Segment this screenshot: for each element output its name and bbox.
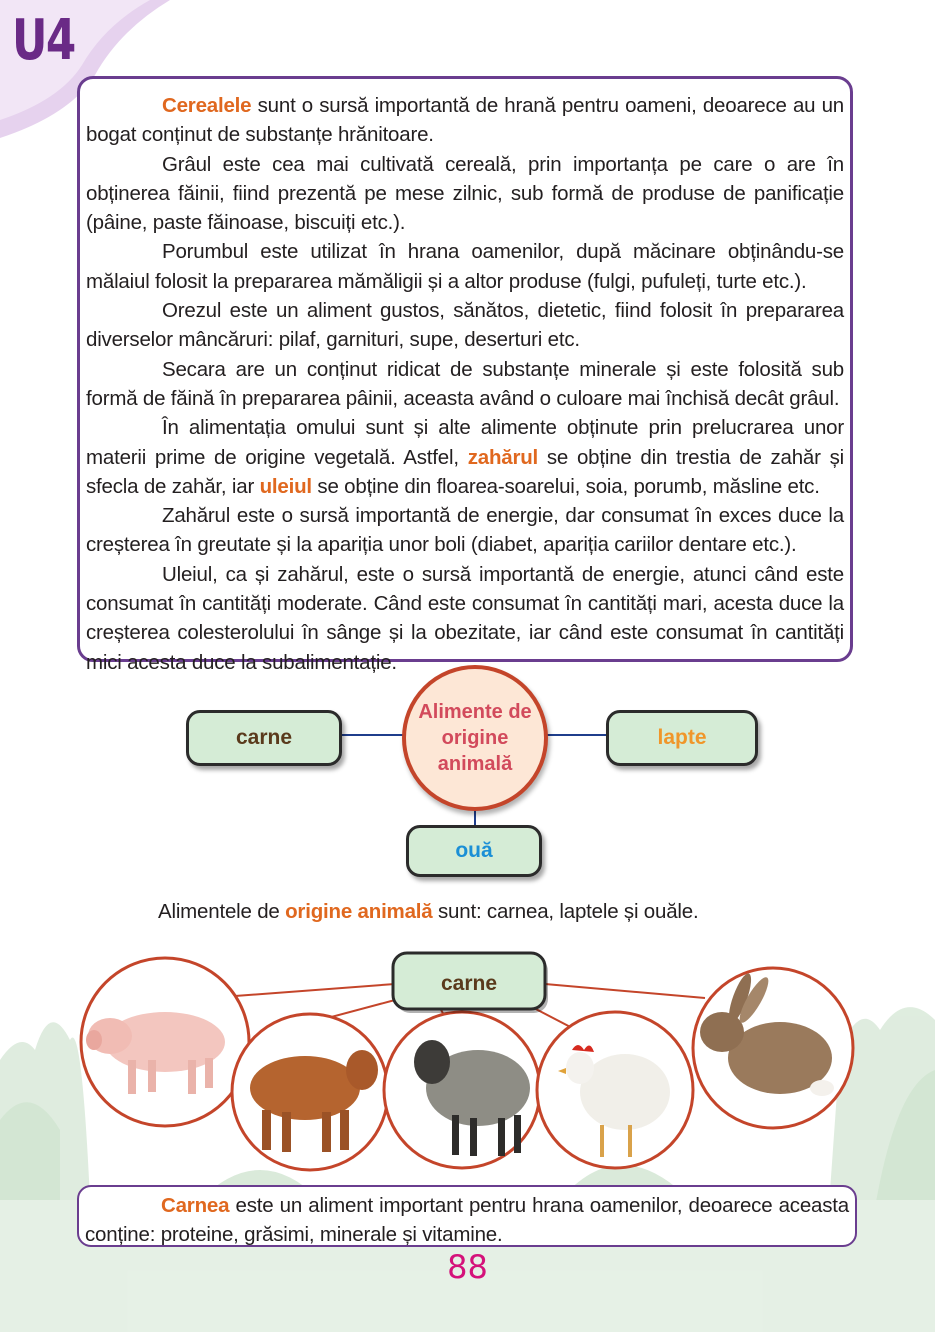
- diagram-right-node: [606, 710, 758, 766]
- paragraph-text: Uleiul, ca și zahărul, este o sursă importantă de energie, atunci când este consumat în cantități moderate. Când este consumat în cantități mari, acesta duce la creșterea colesterolului în sânge și la obezitate, iar când este consumat în cantități mici acesta duce la subalimentație.: [86, 562, 844, 674]
- paragraph-3: [86, 237, 844, 296]
- paragraph-text: Grâul este cea mai cultivată cereală, prin importanța pe care o are în obținerea făinii, fiind prezentă pe mese zilnic, sub formă de produse de panificație (pâine, paste făinoase, biscuiți etc.).: [86, 152, 844, 235]
- meat-paragraph: [85, 1191, 849, 1250]
- paragraph-text: se obține din floarea-soarelui, soia, porumb, măsline etc.: [311, 474, 820, 498]
- paragraph-text: În alimentația omului sunt și alte alimente obținute prin prelucrarea unor materii prime de origine vegetală. Astfel,: [86, 416, 844, 469]
- diagram-left-node: [186, 710, 342, 766]
- meat-highlight: Carnea: [161, 1194, 230, 1217]
- cereals-text-box: [77, 76, 853, 674]
- pig-image: [81, 958, 249, 1126]
- paragraph-text: Orezul este un aliment gustos, sănătos, dietetic, fiind folosit în prepararea diverselor mâncăruri: pilaf, garnituri, supe, deserturi etc.: [86, 299, 844, 352]
- paragraph-text: Porumbul este utilizat în hrana oamenilor, după măcinare obținându-se mălaiul folosit la prepararea mămăligii și a altor produse (fulgi, pufuleți, turte etc.).: [86, 240, 844, 293]
- highlighted-term: Cerealele: [162, 94, 252, 117]
- meat-text-box: [77, 1185, 857, 1247]
- paragraph-text: Secara are un conținut ridicat de substanțe minerale și este folosită sub formă de făină în prepararea pâinii, aceasta având o culoare mai închisă decât grâul.: [86, 357, 844, 410]
- diagram-bottom-node: [406, 825, 542, 877]
- meat-label: carne: [440, 972, 498, 995]
- rabbit-image: [693, 968, 853, 1128]
- sentence-after: sunt: carnea, laptele și ouăle.: [432, 900, 699, 923]
- paragraph-2: [86, 150, 844, 238]
- highlighted-term: zahărul: [467, 445, 539, 469]
- diagram-center-label: Alimente de origine animală: [418, 701, 532, 775]
- paragraph-6: [86, 413, 844, 501]
- paragraph-7: [86, 501, 844, 560]
- paragraph-4: [86, 296, 844, 355]
- diagram-bottom-label: ouă: [455, 839, 493, 862]
- meat-text: este un aliment important pentru hrana oamenilor, deoarece aceasta conține: proteine, grăsimi, minerale și vitamine.: [85, 1194, 849, 1247]
- chicken-image: [537, 1012, 693, 1168]
- paragraph-text: Zahărul este o sursă importantă de energie, dar consumat în exces duce la creșterea în greutate și la apariția unor boli (diabet, apariția cariilor dentare etc.).: [86, 504, 844, 557]
- paragraph-5: [86, 355, 844, 414]
- sentence-highlight: origine animală: [285, 900, 433, 923]
- sentence-before: Alimentele de: [158, 900, 286, 923]
- page-number: 88: [447, 1248, 488, 1286]
- paragraph-text: sunt o sursă importantă de hrană pentru oameni, deoarece au un bogat conținut de substanțe hrănitoare.: [86, 94, 844, 147]
- diagram-center-node: [402, 665, 548, 811]
- unit-label: U4: [12, 8, 75, 73]
- paragraph-text: se obține din trestia de zahăr și sfecla de zahăr, iar: [86, 445, 844, 498]
- paragraph-1: [86, 91, 844, 150]
- animal-origin-sentence: [158, 900, 698, 924]
- cow-image: [232, 1014, 388, 1170]
- highlighted-term: uleiul: [259, 474, 312, 498]
- sheep-image: [384, 1012, 540, 1168]
- diagram-right-label: lapte: [657, 726, 707, 749]
- diagram-left-label: carne: [235, 726, 293, 749]
